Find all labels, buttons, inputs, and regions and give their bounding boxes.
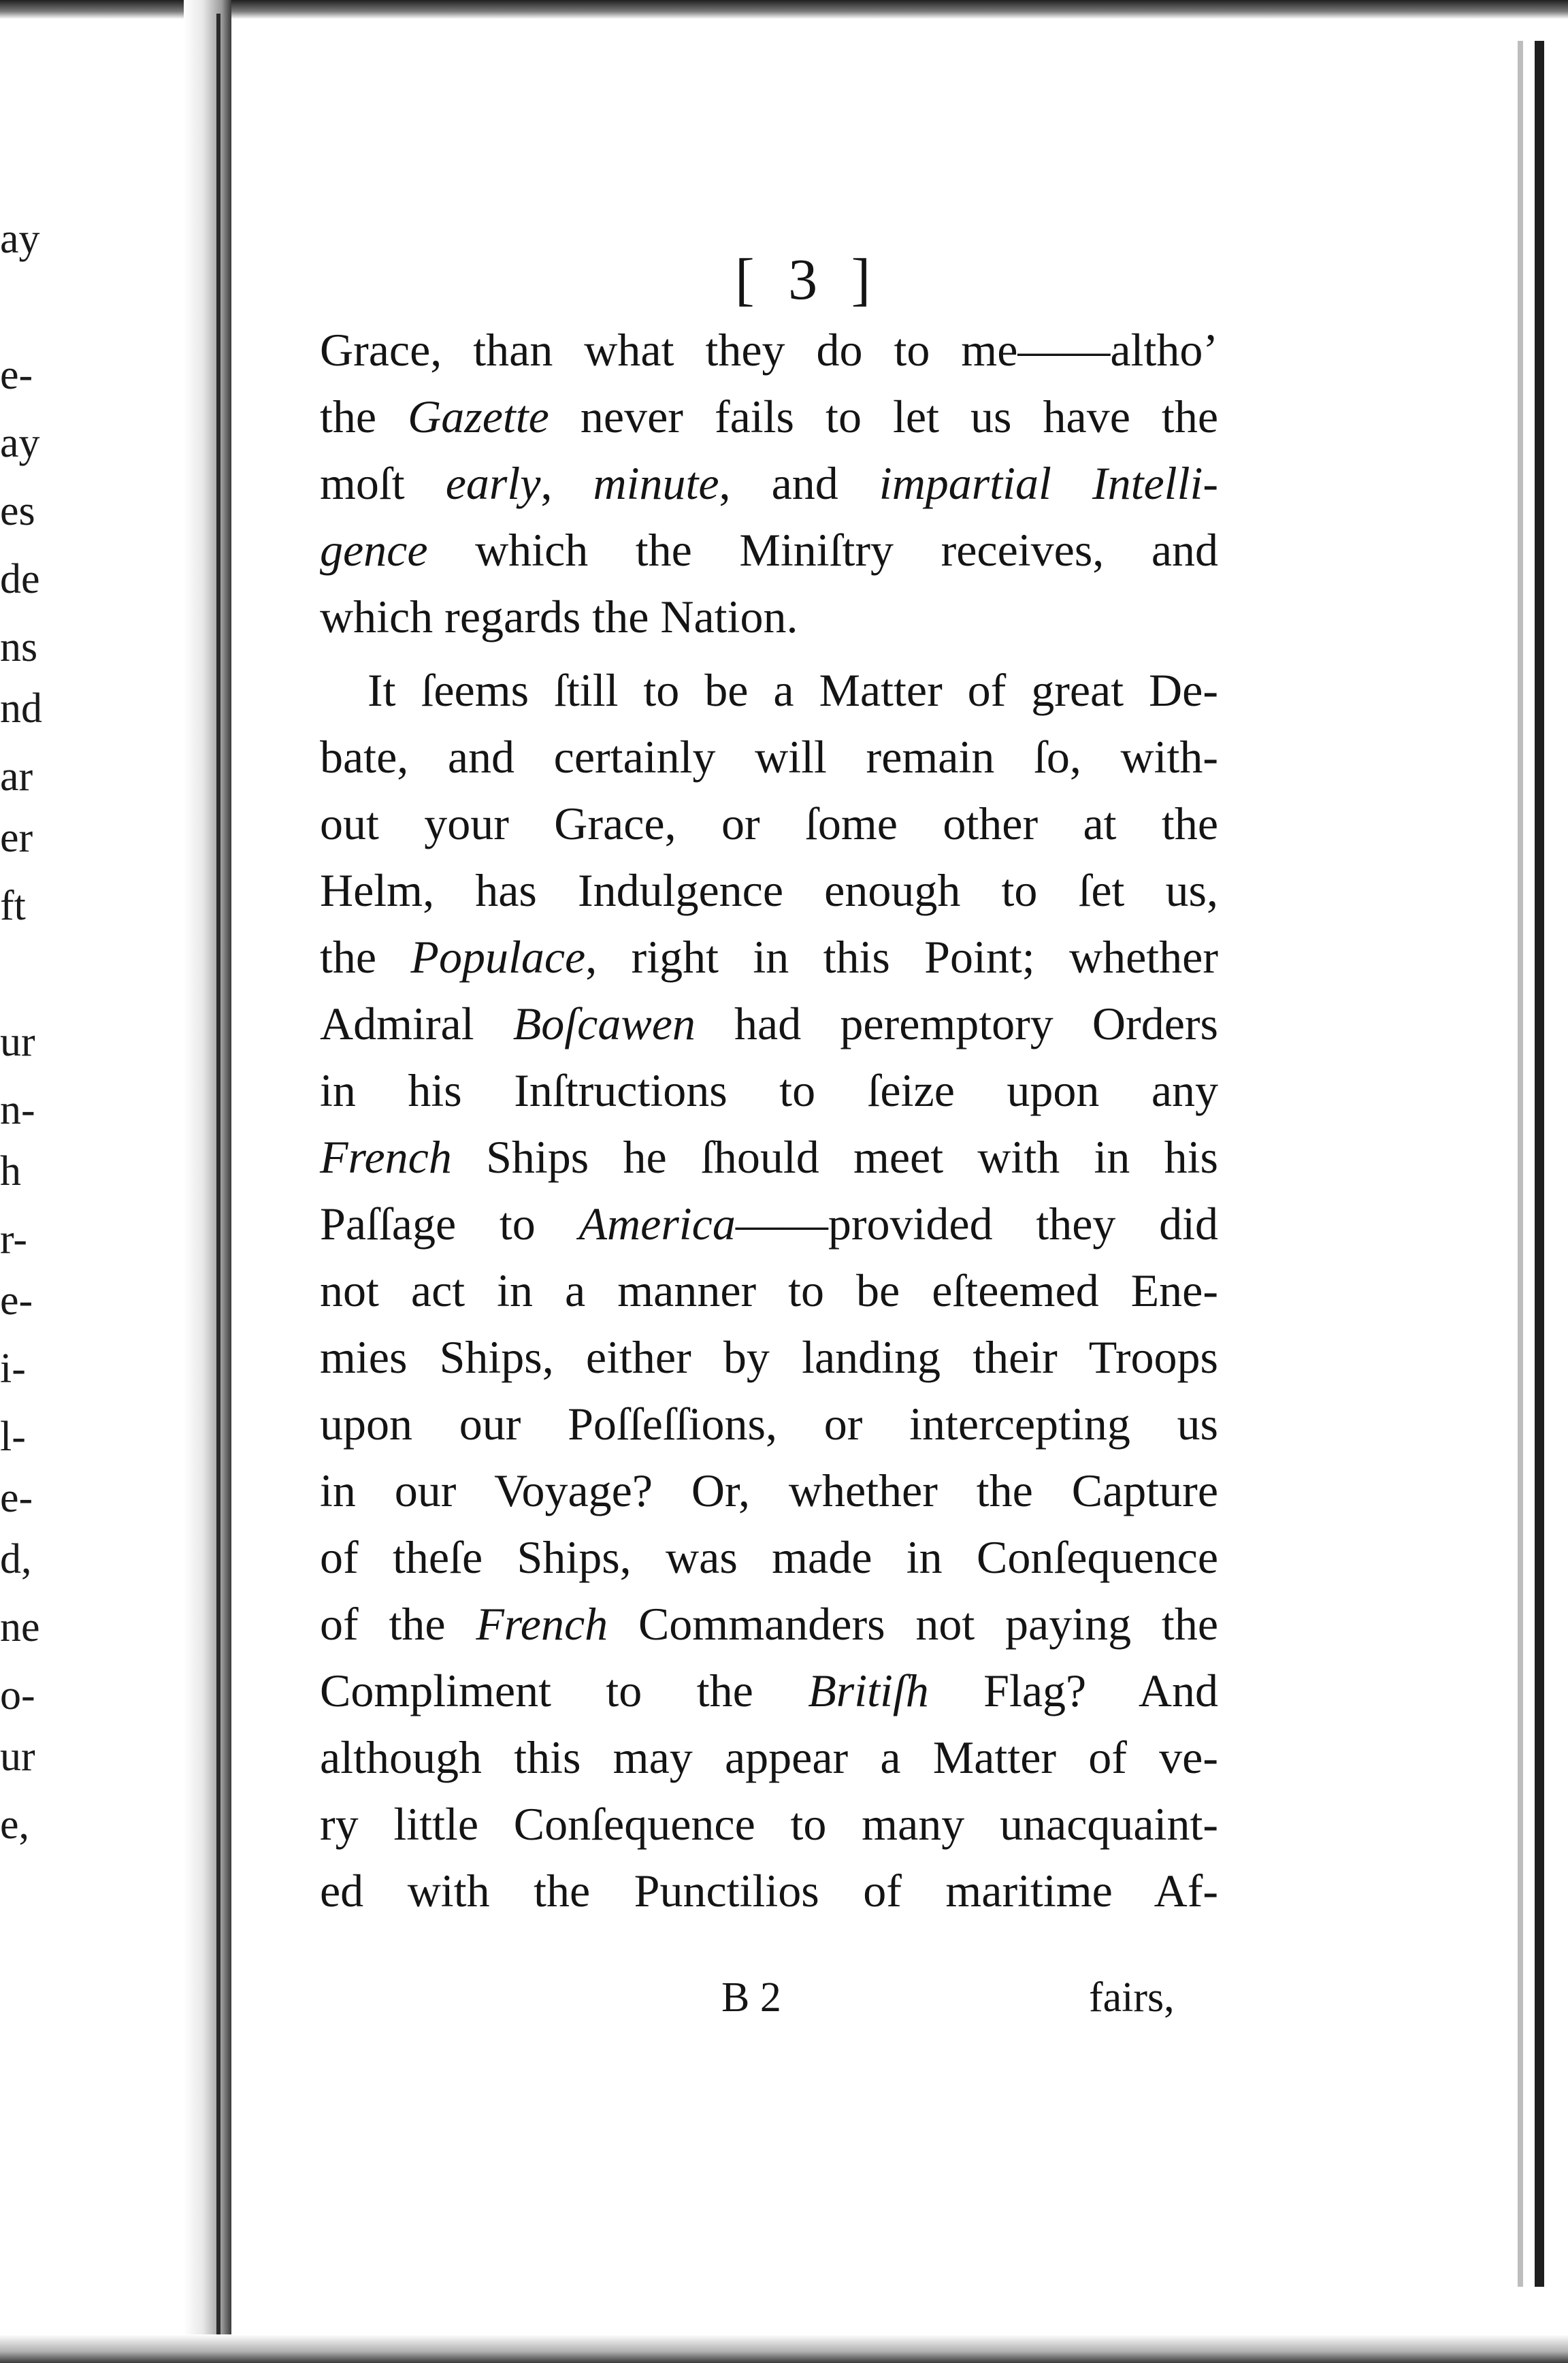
italic-text-run: Britiſh [808, 1665, 929, 1716]
text-run: ——provided they did [735, 1198, 1219, 1250]
page-edge [1535, 41, 1544, 2287]
text-run: out your Grace, or ſome other at the [320, 798, 1218, 849]
text-line [320, 1398, 1218, 1450]
text-line [320, 1331, 1218, 1383]
left-page-fragment: o- [0, 1672, 35, 1718]
text-line [320, 1865, 1218, 1917]
left-page-fragment: ns [0, 624, 38, 670]
left-page-fragment: ay [0, 420, 40, 466]
text-run: in his Inſtructions to ſeize upon any [320, 1064, 1218, 1116]
left-page-fragment: ar [0, 753, 33, 800]
text-run: which the Miniſtry receives, and [427, 524, 1218, 576]
text-run: bate, and certainly will remain ſo, with- [320, 731, 1218, 783]
italic-text-run: impartial Intelli- [879, 457, 1219, 509]
text-run: Flag? And [928, 1665, 1219, 1716]
text-line [320, 864, 1218, 916]
left-page-fragment: ay [0, 216, 40, 262]
text-run: upon our Poſſeſſions, or intercepting us [320, 1398, 1218, 1450]
left-page-fragment: r- [0, 1216, 28, 1262]
left-page-fragment: i- [0, 1346, 26, 1392]
text-line [320, 593, 1218, 640]
left-page-fragment: de [0, 556, 40, 602]
italic-text-run: minute [593, 457, 719, 509]
bottom-shadow [0, 2334, 1568, 2363]
signature-mark: B 2 [721, 1974, 781, 2021]
binding-gutter [184, 0, 231, 2363]
left-page-fragment: e, [0, 1802, 30, 1848]
text-line [320, 1064, 1218, 1116]
text-line [320, 1198, 1219, 1250]
text-run: not act in a manner to be eſteemed Ene- [320, 1265, 1218, 1316]
text-line [320, 324, 1218, 376]
italic-text-run: French [476, 1598, 608, 1650]
text-run: which regards the Nation. [320, 591, 798, 642]
left-page-fragment: ur [0, 1019, 35, 1065]
text-run: Admiral [320, 998, 513, 1049]
left-page-fragment: e- [0, 1475, 33, 1521]
text-line [368, 664, 1218, 716]
text-run: never fails to let us have the [549, 391, 1218, 442]
text-run: ed with the Punctilios of maritime Af- [320, 1865, 1218, 1917]
text-line [320, 393, 1218, 440]
left-page-fragments [0, 0, 54, 2363]
italic-text-run: early [445, 457, 541, 509]
text-run: the [320, 931, 411, 983]
text-line [320, 1667, 1218, 1714]
left-page-fragment: h [0, 1148, 21, 1194]
italic-text-run: Populace [410, 931, 586, 983]
text-run: of theſe Ships, was made in Conſequence [320, 1531, 1218, 1583]
text-line [320, 524, 1218, 576]
text-run: Compliment to the [320, 1665, 808, 1716]
text-run: in our Voyage? Or, whether the Capture [320, 1465, 1218, 1516]
text-run: of the [320, 1598, 476, 1650]
text-run: moſt [320, 457, 446, 509]
page-edge-inner [1518, 41, 1523, 2287]
text-run: although this may appear a Matter of ve- [320, 1731, 1218, 1783]
left-page-fragment: l- [0, 1414, 26, 1460]
italic-text-run: gence [320, 524, 428, 576]
text-line [320, 1467, 1218, 1514]
page-number: [ 3 ] [735, 246, 881, 312]
left-page-fragment: es [0, 488, 35, 534]
text-run: , and [719, 457, 879, 509]
text-run: Ships he ſhould meet with in his [451, 1131, 1218, 1183]
left-page-fragment: n- [0, 1087, 35, 1133]
text-line [320, 1598, 1218, 1650]
text-run: mies Ships, either by landing their Troops [320, 1331, 1218, 1383]
text-run: ry little Conſequence to many unacquaint- [320, 1798, 1218, 1850]
text-run: , right in this Point; whether [585, 931, 1218, 983]
text-run: Helm, has Indulgence enough to ſet us, [320, 864, 1218, 916]
italic-text-run: Gazette [408, 391, 549, 442]
left-page-fragment: d, [0, 1536, 32, 1582]
left-page-fragment: e- [0, 1277, 33, 1324]
text-run: , [540, 457, 593, 509]
text-run: Commanders not paying the [608, 1598, 1218, 1650]
text-line [320, 457, 1219, 509]
italic-text-run: French [320, 1131, 452, 1183]
catchword: fairs, [1089, 1974, 1175, 2021]
left-page-fragment: er [0, 815, 33, 861]
binding-edge-line [216, 14, 220, 2348]
text-run: the [320, 391, 408, 442]
italic-text-run: America [578, 1198, 736, 1250]
text-line [320, 731, 1218, 783]
text-line [320, 1731, 1218, 1783]
text-line [320, 1531, 1218, 1583]
text-line [320, 1131, 1218, 1183]
left-page-fragment: ft [0, 883, 26, 929]
left-page-fragment: nd [0, 685, 42, 732]
text-run: had peremptory Orders [695, 998, 1218, 1049]
left-page-fragment: e- [0, 352, 33, 398]
text-line [320, 800, 1218, 847]
text-line [320, 931, 1218, 983]
text-run: It ſeems ſtill to be a Matter of great De- [368, 664, 1218, 716]
text-line [320, 1267, 1218, 1314]
text-line [320, 1798, 1218, 1850]
left-page-fragment: ne [0, 1604, 40, 1650]
text-run: Paſſage to [320, 1198, 579, 1250]
top-shadow [0, 0, 1568, 19]
left-page-fragment: ur [0, 1733, 35, 1780]
text-line [320, 1000, 1218, 1047]
text-run: Grace, than what they do to me——altho’ [320, 324, 1218, 376]
italic-text-run: Boſcawen [512, 998, 696, 1049]
